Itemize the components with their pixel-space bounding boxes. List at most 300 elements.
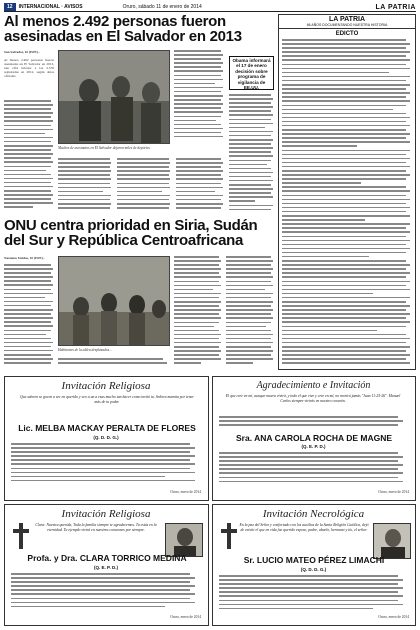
text-line xyxy=(282,166,410,168)
text-line xyxy=(174,62,223,64)
text-line xyxy=(4,362,51,364)
ad-deceased-name: Profa. y Dra. CLARA TORRICO MEDINA xyxy=(27,553,187,563)
text-line xyxy=(4,309,53,311)
text-line xyxy=(226,317,273,319)
text-line xyxy=(282,248,410,250)
text-line xyxy=(174,83,215,85)
text-line xyxy=(11,606,165,608)
text-line xyxy=(11,443,190,445)
text-line xyxy=(58,158,110,160)
text-line xyxy=(4,104,53,106)
text-line xyxy=(226,338,271,340)
text-line xyxy=(117,166,169,168)
text-line xyxy=(4,137,53,139)
story1-lead: Al menos 2.492 personas fueron asesinadas en El Salvador en 2013, una cifra inferior a las 2.576 registradas en 2012, según datos oficiales. xyxy=(4,58,54,79)
text-line xyxy=(11,447,195,449)
text-line xyxy=(174,322,219,324)
text-line xyxy=(282,129,406,131)
text-line xyxy=(58,166,110,168)
text-line xyxy=(282,227,406,229)
text-line xyxy=(174,136,223,138)
text-line xyxy=(282,215,410,217)
ad-signature: Oruro, enero de 2014 xyxy=(170,615,201,619)
text-line xyxy=(282,92,410,94)
text-line xyxy=(117,195,170,197)
text-line xyxy=(174,128,223,130)
text-line xyxy=(219,477,398,479)
text-line xyxy=(219,420,403,422)
legal-panel-subhead: 66 AÑOS DOCUMENTANDO NUESTRA HISTORIA xyxy=(306,23,388,27)
text-line xyxy=(4,194,53,196)
ad-body xyxy=(11,443,201,487)
story2-photo xyxy=(58,256,170,346)
text-line xyxy=(282,260,406,262)
text-line xyxy=(4,202,53,204)
text-line xyxy=(282,219,365,221)
story2-headline: ONU centra prioridad en Siria, Sudán del Sur y República Centroafricana xyxy=(4,217,258,249)
text-line xyxy=(174,338,219,340)
text-line xyxy=(226,281,271,283)
text-line xyxy=(4,198,51,200)
text-line xyxy=(4,334,46,336)
text-line xyxy=(282,231,410,233)
text-line xyxy=(282,350,406,352)
text-line xyxy=(58,162,111,164)
text-line xyxy=(174,264,219,266)
text-line xyxy=(226,260,273,262)
text-line xyxy=(282,150,410,152)
text-line xyxy=(4,206,33,208)
text-line xyxy=(282,141,410,143)
text-line xyxy=(117,203,170,205)
text-line xyxy=(219,591,398,593)
text-line xyxy=(282,145,357,147)
text-line xyxy=(229,119,271,121)
text-line xyxy=(4,141,51,143)
text-line xyxy=(282,88,406,90)
text-line xyxy=(58,170,111,172)
text-line xyxy=(282,68,410,70)
text-line xyxy=(11,589,190,591)
text-line xyxy=(4,133,45,135)
text-line xyxy=(282,100,410,102)
text-line xyxy=(229,110,271,112)
ad-agradecimiento xyxy=(212,376,416,501)
text-line xyxy=(174,276,221,278)
ad-degree: (Q. D. D. G.) xyxy=(93,435,119,440)
text-line xyxy=(4,174,51,176)
text-line xyxy=(282,174,410,176)
text-line xyxy=(226,358,273,360)
text-line xyxy=(282,182,361,184)
text-line xyxy=(282,109,393,111)
text-line xyxy=(282,362,410,364)
page-number: 12 xyxy=(4,3,16,11)
text-line xyxy=(4,346,51,348)
text-line xyxy=(282,326,406,328)
text-line xyxy=(174,132,221,134)
text-line xyxy=(176,207,221,209)
text-line xyxy=(176,187,223,189)
text-line xyxy=(11,581,190,583)
text-line xyxy=(226,330,271,332)
text-line xyxy=(282,72,389,74)
text-line xyxy=(174,79,223,81)
text-line xyxy=(11,472,195,474)
text-line xyxy=(282,321,410,323)
ad-quote: En la paz del Señor y confortado con los auxilios de la Santa Religión Católica, dejó de existir el que en vida fue querido esposo, padre, abuelo, hermano y tío, el señor: xyxy=(239,523,369,532)
legal-panel-masthead: LA PATRIA xyxy=(328,16,366,23)
story1-headline: Al menos 2.492 personas fueron asesinadas en El Salvador en 2013 xyxy=(4,13,242,45)
text-line xyxy=(282,313,410,315)
text-line xyxy=(282,170,406,172)
text-line xyxy=(226,346,271,348)
ad-body xyxy=(11,573,201,613)
text-line xyxy=(176,183,221,185)
text-line xyxy=(219,583,398,585)
text-line xyxy=(4,170,46,172)
text-line xyxy=(226,293,273,295)
text-line xyxy=(282,293,373,295)
text-line xyxy=(282,154,406,156)
text-line xyxy=(219,575,398,577)
text-line xyxy=(58,203,111,205)
ad-deceased-name: Lic. MELBA MACKAY PERALTA DE FLORES xyxy=(18,423,196,433)
text-line xyxy=(11,585,195,587)
page-header xyxy=(4,3,416,12)
text-line xyxy=(174,293,221,295)
text-line xyxy=(176,203,223,205)
ad-signature: Oruro, enero de 2014 xyxy=(170,490,201,494)
text-line xyxy=(219,481,403,483)
text-line xyxy=(4,161,53,163)
text-line xyxy=(176,174,221,176)
text-line xyxy=(174,362,201,364)
story2-column-1 xyxy=(4,264,54,370)
text-line xyxy=(226,256,271,258)
text-line xyxy=(229,176,271,178)
text-line xyxy=(174,116,221,118)
text-line xyxy=(282,125,410,127)
text-line xyxy=(117,199,169,201)
legal-notice-panel xyxy=(278,14,416,370)
story2-dateline: Naciones Unidas, 10 (EFE).- xyxy=(4,256,45,260)
text-line xyxy=(174,58,221,60)
text-line xyxy=(219,460,398,462)
text-line xyxy=(174,297,219,299)
text-line xyxy=(4,178,53,180)
text-line xyxy=(4,145,53,147)
text-line xyxy=(174,354,219,356)
text-line xyxy=(229,196,273,198)
text-line xyxy=(282,39,406,41)
text-line xyxy=(229,151,271,153)
text-line xyxy=(58,362,167,364)
text-line xyxy=(282,47,406,49)
text-line xyxy=(4,182,51,184)
text-line xyxy=(58,207,110,209)
story2-column-3 xyxy=(174,256,222,370)
text-line xyxy=(219,452,398,454)
text-line xyxy=(174,330,219,332)
text-line xyxy=(282,252,406,254)
text-line xyxy=(117,187,170,189)
text-line xyxy=(4,153,53,155)
text-line xyxy=(282,55,406,57)
text-line xyxy=(11,476,165,478)
text-line xyxy=(174,99,221,101)
ad-deceased-name: Sra. ANA CAROLA ROCHA DE MAGNE xyxy=(236,433,392,443)
text-line xyxy=(229,184,271,186)
text-line xyxy=(174,66,221,68)
legal-panel-header xyxy=(279,15,415,29)
story1-caption: Muchos de asesinatos en El Salvador dejaron miles de deportes. xyxy=(58,146,151,150)
story1-column-2 xyxy=(58,158,113,214)
text-line xyxy=(229,135,271,137)
text-line xyxy=(282,190,410,192)
text-line xyxy=(282,272,410,274)
text-line xyxy=(4,305,51,307)
text-line xyxy=(174,350,221,352)
text-line xyxy=(229,102,271,104)
dateline: Oruro, sábado 11 de enero de 2014 xyxy=(122,4,202,10)
text-line xyxy=(226,354,271,356)
text-line xyxy=(174,91,221,93)
text-line xyxy=(229,200,255,202)
text-line xyxy=(117,158,169,160)
text-line xyxy=(4,276,53,278)
text-line xyxy=(226,285,273,287)
text-line xyxy=(282,354,410,356)
text-line xyxy=(4,284,53,286)
text-line xyxy=(117,174,169,176)
text-line xyxy=(117,170,170,172)
text-line xyxy=(117,183,169,185)
text-line xyxy=(219,595,403,597)
section-label: INTERNACIONAL · AVISOS xyxy=(18,4,83,10)
story1-column-2b xyxy=(117,158,172,214)
story2-column-2 xyxy=(58,358,170,370)
ad-degree: (Q. E. P. D.) xyxy=(94,565,118,570)
text-line xyxy=(282,240,410,242)
text-line xyxy=(4,100,51,102)
text-line xyxy=(282,162,406,164)
ad-body xyxy=(219,575,409,613)
text-line xyxy=(174,75,221,77)
story1-photo xyxy=(58,50,170,144)
deceased-portrait xyxy=(373,523,411,559)
text-line xyxy=(117,162,170,164)
text-line xyxy=(176,162,223,164)
text-line xyxy=(226,264,271,266)
text-line xyxy=(282,84,410,86)
text-line xyxy=(4,157,51,159)
text-line xyxy=(282,178,406,180)
text-line xyxy=(282,276,406,278)
text-line xyxy=(226,342,273,344)
text-line xyxy=(226,268,273,270)
text-line xyxy=(4,149,51,151)
text-line xyxy=(4,321,51,323)
ad-title: Invitación Religiosa xyxy=(61,508,151,520)
text-line xyxy=(219,472,403,474)
ad-signature: Oruro, enero de 2014 xyxy=(378,615,409,619)
text-line xyxy=(229,164,267,166)
text-line xyxy=(219,456,403,458)
text-line xyxy=(219,468,398,470)
text-line xyxy=(282,64,406,66)
text-line xyxy=(4,289,51,291)
text-line xyxy=(174,124,221,126)
text-line xyxy=(174,70,223,72)
text-line xyxy=(226,350,273,352)
text-line xyxy=(11,573,190,575)
text-line xyxy=(282,244,406,246)
text-line xyxy=(4,338,51,340)
text-line xyxy=(282,80,406,82)
text-line xyxy=(11,455,195,457)
text-line xyxy=(58,178,111,180)
text-line xyxy=(4,358,53,360)
ad-quote: Que adoren se gocen a ser en querido y veo a un a esas mucho tan hacer como invitó tu. Señora mamita por tener más de tu poder. xyxy=(20,395,194,404)
text-line xyxy=(4,166,51,168)
text-line xyxy=(282,256,369,258)
ad-title: Agradecimiento e Invitación xyxy=(256,380,371,391)
text-line xyxy=(117,191,162,193)
story1-column-3 xyxy=(174,50,224,144)
text-line xyxy=(229,94,271,96)
ad-title: Invitación Religiosa xyxy=(61,380,151,392)
text-line xyxy=(4,354,51,356)
ad-deceased-name: Sr. LUCIO MATEO PÉREZ LIMACHI xyxy=(243,555,385,565)
text-line xyxy=(229,188,273,190)
text-line xyxy=(226,309,273,311)
text-line xyxy=(282,59,410,61)
text-line xyxy=(11,459,190,461)
text-line xyxy=(282,268,406,270)
text-line xyxy=(282,342,406,344)
story1-column-3b xyxy=(176,158,224,214)
text-line xyxy=(282,297,410,299)
text-line xyxy=(282,301,406,303)
sidebar-headline-box: Obama informará el 17 de enero decisión sobre programa de vigilancia de EE.UU. xyxy=(229,56,274,90)
text-line xyxy=(219,416,398,418)
ad-degree: (Q. E. P. D.) xyxy=(301,444,326,449)
text-line xyxy=(4,190,51,192)
text-line xyxy=(58,195,111,197)
text-line xyxy=(282,223,410,225)
text-line xyxy=(219,600,398,602)
text-line xyxy=(4,264,51,266)
text-line xyxy=(226,272,271,274)
text-line xyxy=(282,346,410,348)
text-line xyxy=(226,276,273,278)
text-line xyxy=(174,260,221,262)
text-line xyxy=(174,317,221,319)
text-line xyxy=(174,111,223,113)
text-line xyxy=(174,289,213,291)
text-line xyxy=(117,178,170,180)
text-line xyxy=(229,98,273,100)
text-line xyxy=(4,350,53,352)
text-line xyxy=(174,272,219,274)
cross-icon xyxy=(13,523,29,549)
text-line xyxy=(282,105,406,107)
deceased-portrait xyxy=(165,523,203,557)
text-line xyxy=(4,120,53,122)
text-line xyxy=(282,264,410,266)
text-line xyxy=(229,131,273,133)
text-line xyxy=(282,289,410,291)
text-line xyxy=(174,107,221,109)
text-line xyxy=(58,183,110,185)
text-line xyxy=(282,305,410,307)
ad-body xyxy=(219,452,409,488)
text-line xyxy=(229,160,271,162)
text-line xyxy=(226,305,271,307)
text-line xyxy=(282,51,410,53)
text-line xyxy=(282,133,410,135)
text-line xyxy=(229,123,273,125)
text-line xyxy=(174,87,223,89)
text-line xyxy=(282,117,410,119)
text-line xyxy=(174,285,221,287)
ad-quote: Clara: Nuestra querida, Toda la familia siempre te agradecemos. Tu estás en la eternidad. Tu ejemplo vivirá en nuestros corazones por siempre. xyxy=(35,523,157,532)
text-line xyxy=(176,195,223,197)
text-line xyxy=(229,155,273,157)
text-line xyxy=(226,301,273,303)
text-line xyxy=(4,272,51,274)
text-line xyxy=(219,424,398,426)
text-line xyxy=(4,108,51,110)
text-line xyxy=(4,301,53,303)
text-line xyxy=(226,297,271,299)
text-line xyxy=(282,195,406,197)
text-line xyxy=(219,608,373,610)
text-line xyxy=(229,205,273,207)
masthead: LA PATRIA xyxy=(375,3,416,11)
text-line xyxy=(176,178,223,180)
ad-invitacion-religiosa-1 xyxy=(4,376,209,501)
cross-icon xyxy=(221,523,237,549)
text-line xyxy=(11,468,190,470)
text-line xyxy=(174,346,219,348)
text-line xyxy=(219,579,403,581)
text-line xyxy=(11,577,195,579)
text-line xyxy=(229,209,271,211)
text-line xyxy=(282,76,410,78)
text-line xyxy=(282,211,406,213)
text-line xyxy=(4,325,53,327)
text-line xyxy=(282,199,410,201)
text-line xyxy=(4,129,53,131)
edicto-body xyxy=(282,39,414,367)
text-line xyxy=(226,334,273,336)
text-line xyxy=(219,464,403,466)
text-line xyxy=(229,106,273,108)
text-line xyxy=(229,180,273,182)
text-line xyxy=(4,313,51,315)
text-line xyxy=(11,602,195,604)
text-line xyxy=(174,95,223,97)
text-line xyxy=(226,322,271,324)
ad-degree: (Q. D. D. G.) xyxy=(300,567,327,572)
text-line xyxy=(4,342,53,344)
text-line xyxy=(4,116,51,118)
text-line xyxy=(174,120,216,122)
ad-invitacion-necrologica xyxy=(212,504,416,626)
ad-signature: Oruro, enero de 2014 xyxy=(378,490,409,494)
